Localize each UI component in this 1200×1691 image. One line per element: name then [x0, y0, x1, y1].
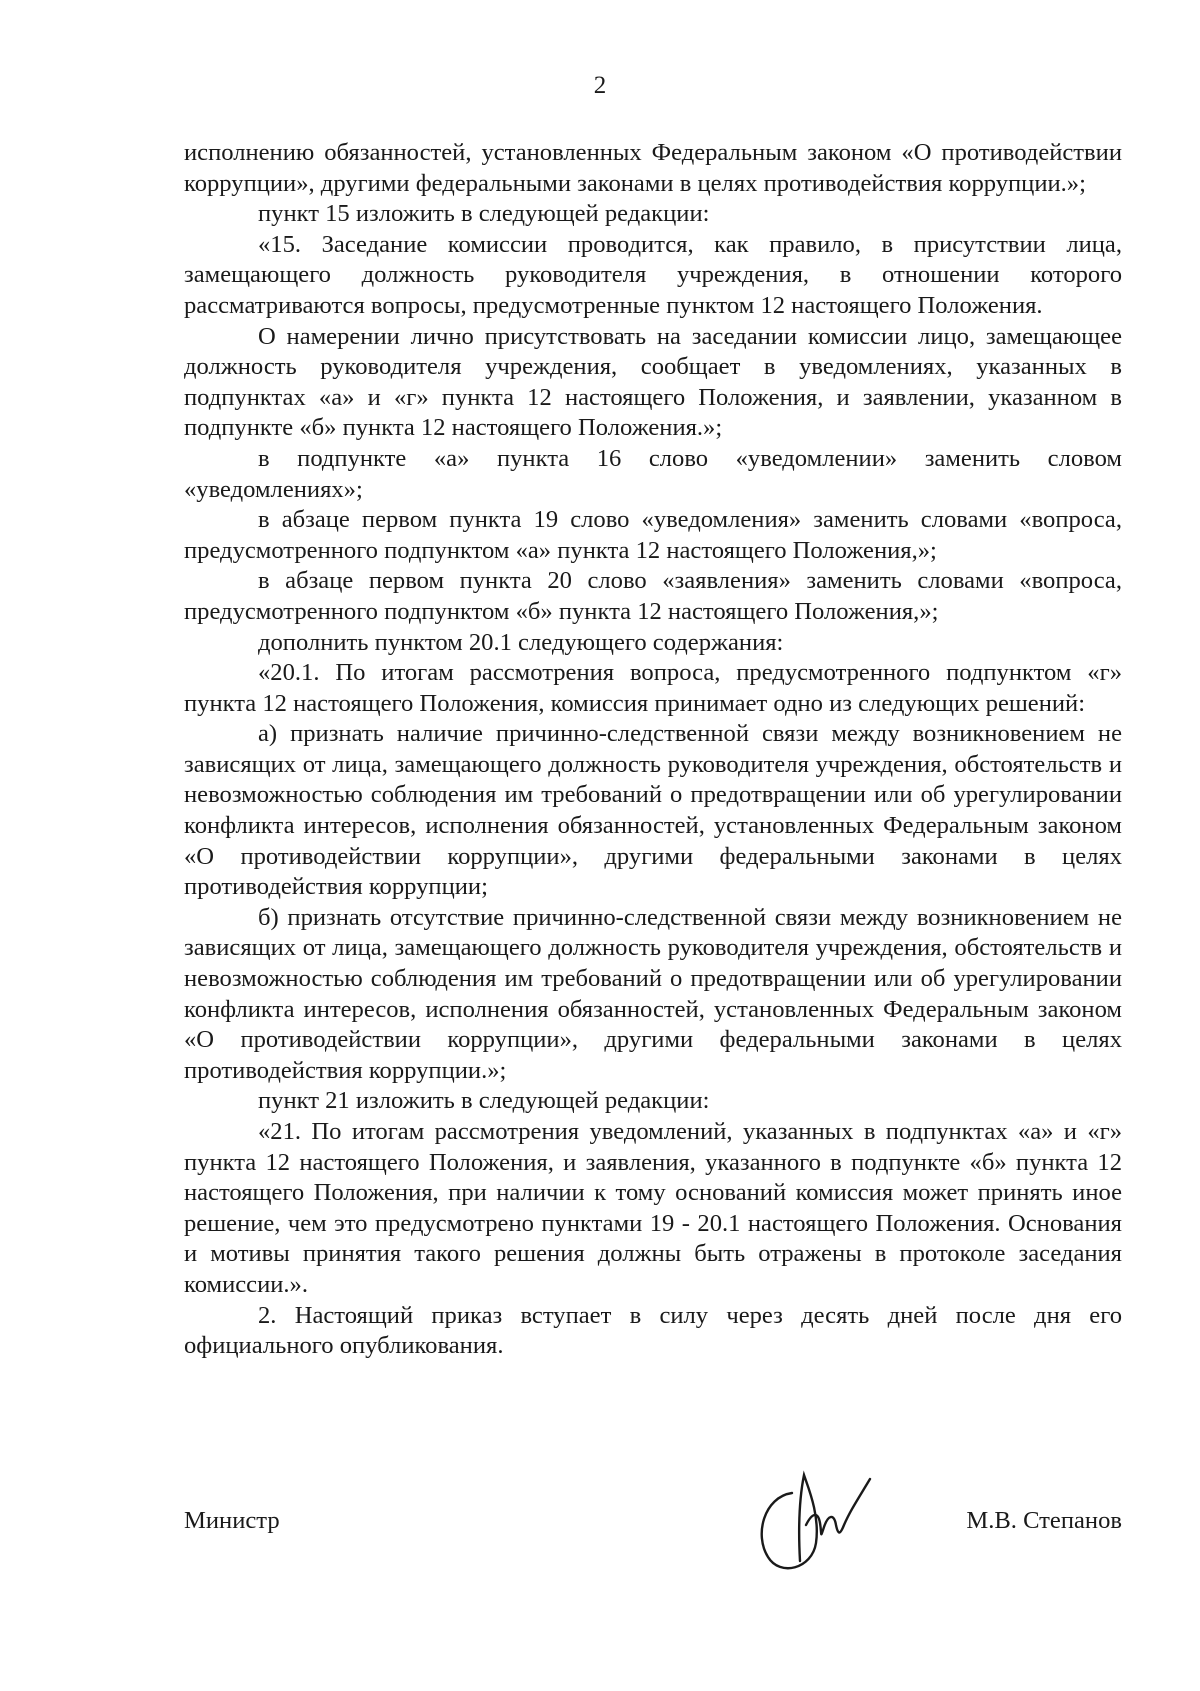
paragraph: пункт 21 изложить в следующей редакции:	[258, 1087, 710, 1115]
paragraph: пункт 15 изложить в следующей редакции:	[258, 200, 710, 228]
paragraph: «15. Заседание комиссии проводится, как правило, в присутствии лица, замещающего должность руководителя учреждения, в отношении которого рассматриваются вопросы, предусмотренные пунктом 12 настоящего Положения.	[184, 230, 1122, 319]
signatory-name: М.В. Степанов	[966, 1507, 1122, 1534]
paragraph: «21. По итогам рассмотрения уведомлений, указанных в подпунктах «а» и «г» пункта 12 настоящего Положения, и заявления, указанного в подпункте «б» пункта 12 настоящего Положения, при наличии к тому оснований комиссия может принять иное решение, чем это предусмотрено пунктами 19 - 20.1 настоящего Положения. Основания и мотивы принятия такого решения должны быть отражены в протоколе заседания комиссии.».	[184, 1118, 1122, 1298]
signatory-title: Министр	[184, 1507, 280, 1534]
paragraph: в абзаце первом пункта 19 слово «уведомления» заменить словами «вопроса, предусмотренного подпунктом «а» пункта 12 настоящего Положения,»;	[184, 506, 1122, 564]
handwritten-signature-icon	[734, 1465, 914, 1585]
paragraph: а) признать наличие причинно-следственной связи между возникновением не зависящих от лица, замещающего должность руководителя учреждения, обстоятельств и невозможностью соблюдения им требований о предотвращении или об урегулировании конфликта интересов, исполнения обязанностей, установленных Федеральным законом «О противодействии коррупции», другими федеральными законами в целях противодействия коррупции;	[184, 720, 1122, 901]
paragraph: «20.1. По итогам рассмотрения вопроса, предусмотренного подпунктом «г» пункта 12 настоящего Положения, комиссия принимает одно из следующих решений:	[184, 659, 1122, 717]
paragraph: в подпункте «а» пункта 16 слово «уведомлении» заменить словом «уведомлениях»;	[184, 444, 1122, 503]
page-number: 2	[593, 72, 607, 99]
paragraph: в абзаце первом пункта 20 слово «заявления» заменить словами «вопроса, предусмотренного подпунктом «б» пункта 12 настоящего Положения,»;	[184, 567, 1122, 625]
paragraph: б) признать отсутствие причинно-следственной связи между возникновением не зависящих от лица, замещающего должность руководителя учреждения, обстоятельств и невозможностью соблюдения им требований о предотвращении или об урегулировании конфликта интересов, исполнения обязанностей, установленных Федеральным законом «О противодействии коррупции», другими федеральными законами в целях противодействия коррупции.»;	[184, 903, 1122, 1084]
paragraph: 2. Настоящий приказ вступает в силу через десять дней после дня его официального опубликования.	[184, 1301, 1122, 1360]
document-body	[184, 138, 1122, 1362]
paragraph: исполнению обязанностей, установленных Федеральным законом «О противодействии коррупции», другими федеральными законами в целях противодействия коррупции.»;	[184, 139, 1122, 197]
signature-block	[184, 1485, 1122, 1595]
paragraph: дополнить пунктом 20.1 следующего содержания:	[258, 628, 784, 656]
paragraph: О намерении лично присутствовать на заседании комиссии лицо, замещающее должность руководителя учреждения, сообщает в уведомлениях, указанных в подпунктах «а» и «г» пункта 12 настоящего Положения, и заявлении, указанном в подпункте «б» пункта 12 настоящего Положения.»;	[184, 322, 1122, 442]
